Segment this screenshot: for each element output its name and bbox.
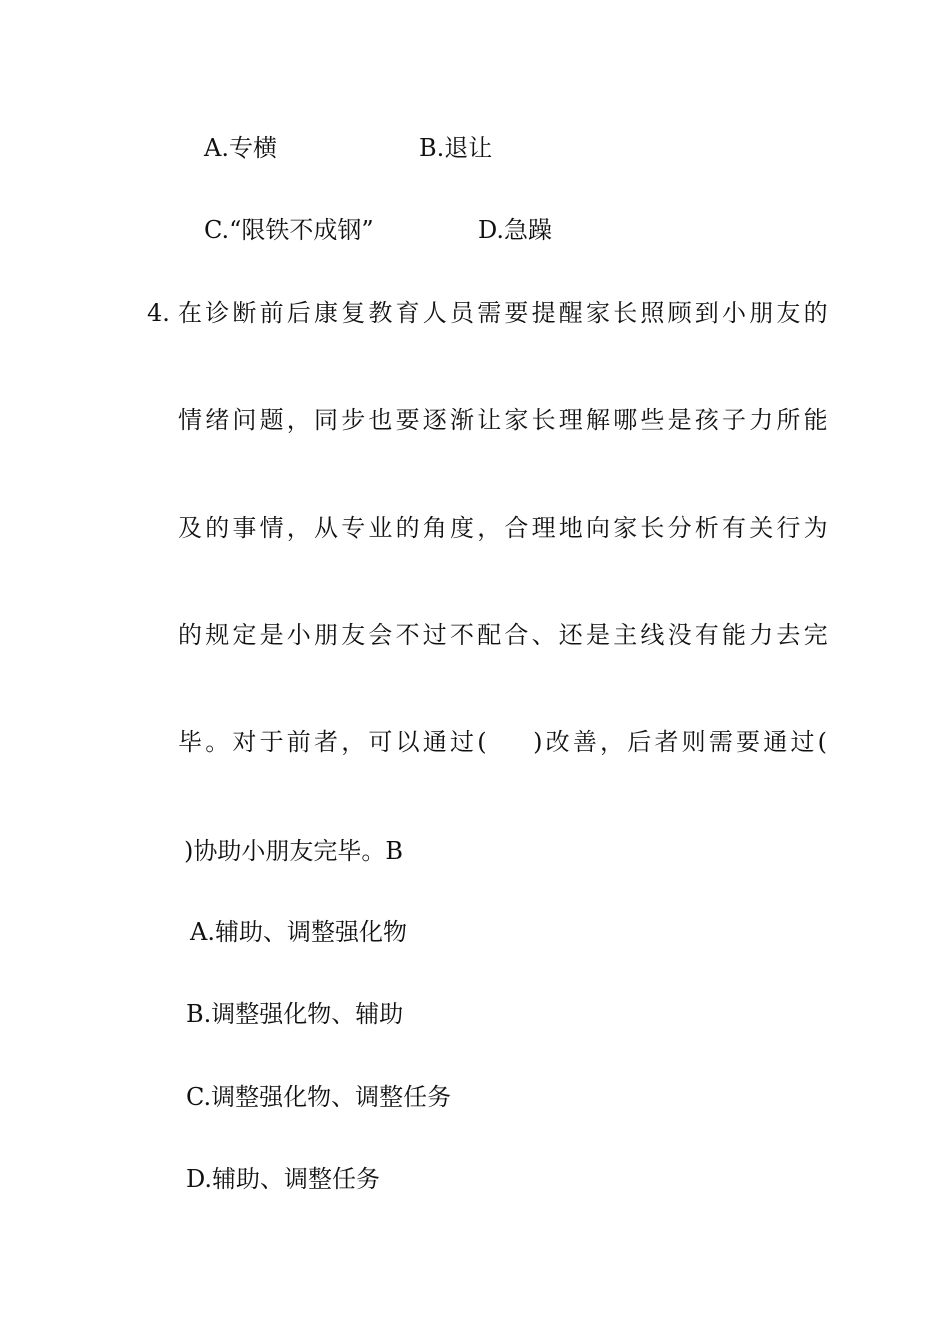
q4-option-c: C.调整强化物、调整任务 [186, 1083, 452, 1111]
q3-option-b: B.退让 [419, 134, 493, 162]
question-text-line: 及的事情，从专业的角度，合理地向家长分析有关行为 [178, 514, 831, 542]
question-text-line: )协助小朋友完毕。B [184, 837, 403, 865]
question-number: 4. [147, 299, 170, 327]
q3-option-a: A.专横 [204, 134, 277, 162]
question-text-line: 情绪问题，同步也要逐渐让家长理解哪些是孩子力所能 [178, 406, 831, 434]
q3-option-c: C.“限铁不成钢” [204, 216, 374, 244]
question-text-line: 毕。对于前者，可以通过( )改善，后者则需要通过( [178, 728, 831, 756]
q4-option-a: A.辅助、调整强化物 [190, 918, 407, 946]
question-text-line: 的规定是小朋友会不过不配合、还是主线没有能力去完 [178, 621, 831, 649]
q4-option-d: D.辅助、调整任务 [186, 1165, 381, 1193]
q3-option-d: D.急躁 [478, 216, 553, 244]
q4-option-b: B.调整强化物、辅助 [186, 1000, 404, 1028]
question-text-line: 在诊断前后康复教育人员需要提醒家长照顾到小朋友的 [178, 299, 831, 327]
